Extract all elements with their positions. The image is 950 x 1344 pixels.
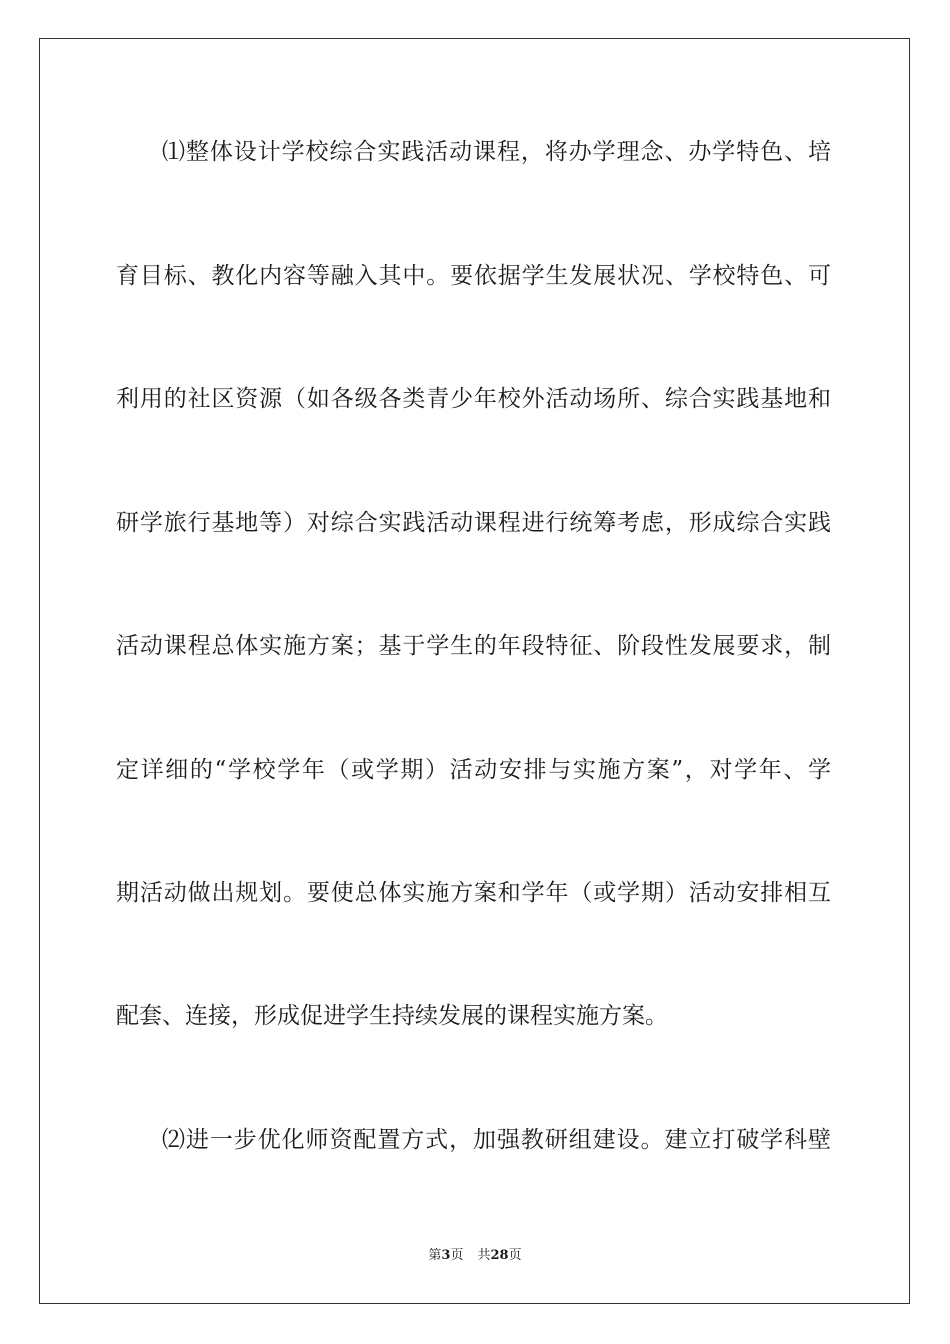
- paragraph-1-line-6: 定详细的“学校学年（或学期）活动安排与实施方案”，对学年、学: [116, 757, 831, 783]
- footer-total-suffix: 页: [508, 1248, 522, 1263]
- footer-total-pages: 28: [490, 1248, 509, 1263]
- page-border: [39, 38, 910, 1304]
- paragraph-2-line-1: ⑵进一步优化师资配置方式，加强教研组建设。建立打破学科壁: [162, 1127, 831, 1153]
- footer-page-suffix: 页: [450, 1248, 464, 1263]
- footer-page-number: 3: [441, 1248, 451, 1263]
- paragraph-1-line-2: 育目标、教化内容等融入其中。要依据学生发展状况、学校特色、可: [116, 263, 831, 289]
- paragraph-1-line-3: 利用的社区资源（如各级各类青少年校外活动场所、综合实践基地和: [116, 386, 831, 412]
- paragraph-1-line-1: ⑴整体设计学校综合实践活动课程，将办学理念、办学特色、培: [162, 139, 831, 165]
- footer-total-prefix: 共: [477, 1248, 491, 1263]
- page-footer: [0, 1247, 950, 1265]
- footer-prefix: 第: [428, 1248, 442, 1263]
- paragraph-1-line-4: 研学旅行基地等）对综合实践活动课程进行统筹考虑，形成综合实践: [116, 510, 831, 536]
- paragraph-1-line-8: 配套、连接，形成促进学生持续发展的课程实施方案。: [116, 1003, 668, 1029]
- paragraph-1-line-5: 活动课程总体实施方案；基于学生的年段特征、阶段性发展要求，制: [116, 633, 831, 659]
- paragraph-1-line-7: 期活动做出规划。要使总体实施方案和学年（或学期）活动安排相互: [116, 880, 831, 906]
